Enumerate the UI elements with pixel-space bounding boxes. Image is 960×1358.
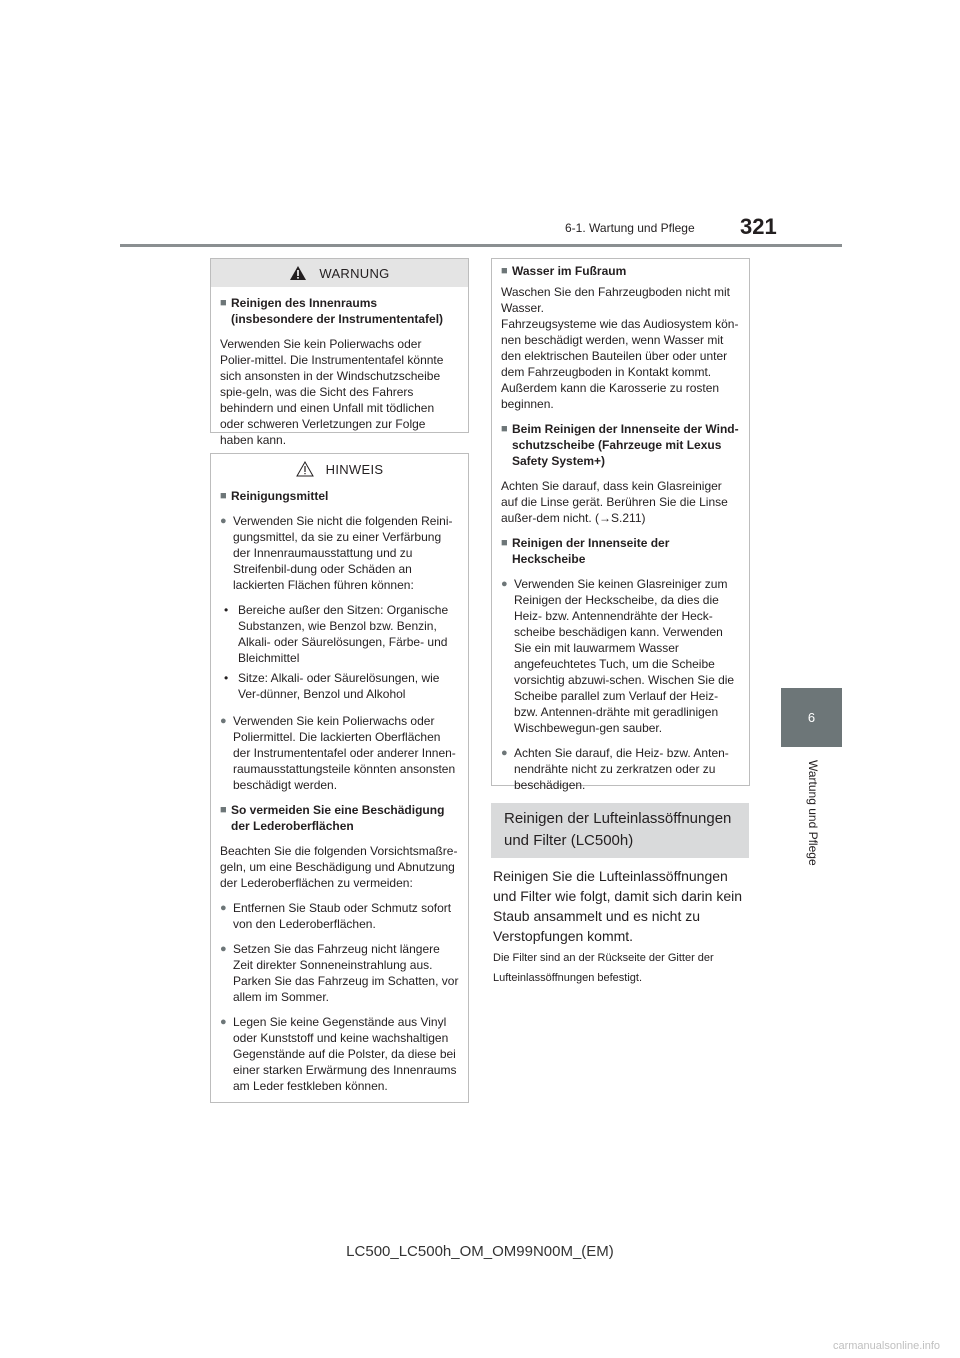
list-item-text: Setzen Sie das Fahrzeug nicht längere Zeit direkter Sonneneinstrahlung aus. Parken Sie das Fahrzeug im Schatten, vor allem im Sommer. [233,942,459,1004]
section-title: 6-1. Wartung und Pflege [565,221,695,235]
list-item [501,745,740,793]
list-item-text: Achten Sie darauf, die Heiz- bzw. Anten-nendrähte nicht zu zerkratzen oder zu beschädigen. [514,746,729,792]
warning-text: Verwenden Sie kein Polierwachs oder Polier-mittel. Die Instrumententafel könnte sich ansonsten in der Windschutzscheibe spie-geln, was die Sicht des Fahrers behindern und einen Unfall mit tödlichen oder schweren Verletzungen zur Folge haben kann. [220,337,444,447]
warning-heading-text: Reinigen des Innenraums (insbesondere der Instrumententafel) [231,296,444,326]
chapter-label [802,760,820,880]
section-note: Die Filter sind an der Rückseite der Gitter der Lufteinlassöffnungen befestigt. [493,952,714,984]
list-item [220,900,459,932]
chapter-label-text: Wartung und Pflege [806,760,820,866]
section-body: Reinigen Sie die Lufteinlassöffnungen und Filter wie folgt, damit sich darin kein Staub ansammelt und es nicht zu Verstopfungen kommt. [493,868,742,944]
warning-triangle-icon [289,265,307,281]
chapter-tab [781,688,842,747]
circle-bullet-icon: ● [501,578,508,590]
chapter-number: 6 [807,710,816,725]
notice-header [211,454,468,484]
list-item [220,513,459,593]
square-bullet-icon: ■ [501,537,508,549]
square-bullet-icon: ■ [220,297,227,309]
heading-rear-window [501,535,740,567]
paragraph: Waschen Sie den Fahrzeugboden nicht mit Wasser. [501,285,731,315]
heading-text: Reinigen der Innenseite der Heckscheibe [512,536,670,566]
circle-bullet-icon: ● [220,1016,227,1028]
circle-bullet-icon: ● [501,747,508,759]
circle-bullet-icon: ● [220,515,227,527]
warning-title: WARNUNG [319,265,390,281]
list-item-text: Verwenden Sie keinen Glasreiniger zum Reinigen der Heckscheibe, da dies die Heiz- bzw. Antennendrähte der Heck-scheibe beschädigen kann. Verwenden Sie ein mit lauwarmem Wasser angefeuchtetes Tuch, um die Scheibe vorsichtig abzuwi-schen. Wischen Sie die Scheibe parallel zum Verlauf der Heiz- bzw. Antennen-drähte mit geradlinigen Wischbewegun-gen sauber. [514,577,735,735]
square-bullet-icon: ■ [501,265,508,277]
list-item [220,1014,459,1094]
heading-text: Wasser im Fußraum [512,264,627,278]
square-bullet-icon: ■ [220,490,227,502]
list-item-text: Verwenden Sie kein Polierwachs oder Poliermittel. Die lackierten Oberflächen der Instrumententafel oder anderer Innen-raumausstattungsteile könnten ansonsten beschädigt werden. [233,714,456,792]
notice-box [210,453,469,1103]
heading-windshield [501,421,740,469]
sub-list-item-text: Bereiche außer den Sitzen: Organische Substanzen, wie Benzol bzw. Benzin, Alkali- oder Säurelösungen, Färbe- und Bleichmittel [238,603,449,665]
circle-bullet-icon: ● [220,943,227,955]
paragraph: Fahrzeugsysteme wie das Audiosystem kön-nen beschädigt werden, wenn Wasser mit den elektrischen Bauteilen über oder unter dem Fahrzeugboden in Kontakt kommt. Außerdem kann die Karosserie zu rosten beginnen. [501,317,739,411]
circle-bullet-icon: ● [220,902,227,914]
header-rule [120,244,842,247]
sub-list-item-text: Sitze: Alkali- oder Säurelösungen, wie Ver-dünner, Benzol und Alkohol [238,671,440,701]
page-number: 321 [740,214,777,239]
notice-heading-cleaners [220,488,459,504]
square-bullet-icon: ■ [501,423,508,435]
heading-water [501,263,740,279]
list-item-text: Legen Sie keine Gegenstände aus Vinyl oder Kunststoff und keine wachshaltigen Gegenstände auf die Polster, da diese bei einer starken Erwärmung des Innenraums am Leder festkleben können. [233,1015,457,1093]
list-item-text: Verwenden Sie nicht die folgenden Reini-gungsmittel, da sie zu einer Verfärbung der Innenraumausstattung und zu Streifenbil-dung oder Schäden an lackierten Flächen führen können: [233,514,453,592]
warning-box [210,258,469,447]
heading-text: Beim Reinigen der Innenseite der Wind-schutzscheibe (Fahrzeuge mit Lexus Safety System+) [512,422,739,468]
section-heading [491,803,749,858]
notice-paragraph: Beachten Sie die folgenden Vorsichtsmaßre-geln, um eine Beschädigung und Abnutzung der Lederoberflächen zu vermeiden: [220,844,458,890]
section-heading-line: und Filter (LC500h) [504,832,634,849]
notice-heading-text: So vermeiden Sie eine Beschädigung der Lederoberflächen [231,803,445,833]
warning-header [211,259,468,287]
sub-list-item: • Sitze: Alkali- oder Säurelösungen, wie Ver-dünner, Benzol und Alkohol [224,670,459,702]
list-item [220,941,459,1005]
section-heading-line: Reinigen der Lufteinlassöffnungen [504,810,732,827]
sub-list-item: • Bereiche außer den Sitzen: Organische Substanzen, wie Benzol bzw. Benzin, Alkali- oder Säurelösungen, Färbe- und Bleichmittel [224,602,459,666]
notice-title: HINWEIS [325,461,384,477]
square-bullet-icon: ■ [220,804,227,816]
warning-heading [220,295,459,327]
paragraph: Achten Sie darauf, dass kein Glasreiniger auf die Linse gerät. Berühren Sie die Linse außer-dem nicht. (→S.211) [501,479,728,525]
notice-heading-text: Reinigungsmittel [231,489,329,503]
notice-continuation-box [491,258,750,792]
watermark: carmanualsonline.info [832,1340,940,1352]
list-item-text: Entfernen Sie Staub oder Schmutz sofort von den Lederoberflächen. [233,901,452,931]
footer-doc-id: LC500_LC500h_OM_OM99N00M_(EM) [346,1243,614,1260]
list-item [220,713,459,793]
list-item [501,576,740,736]
notice-triangle-icon [296,461,314,477]
notice-heading-leather [220,802,459,834]
circle-bullet-icon: ● [220,715,227,727]
